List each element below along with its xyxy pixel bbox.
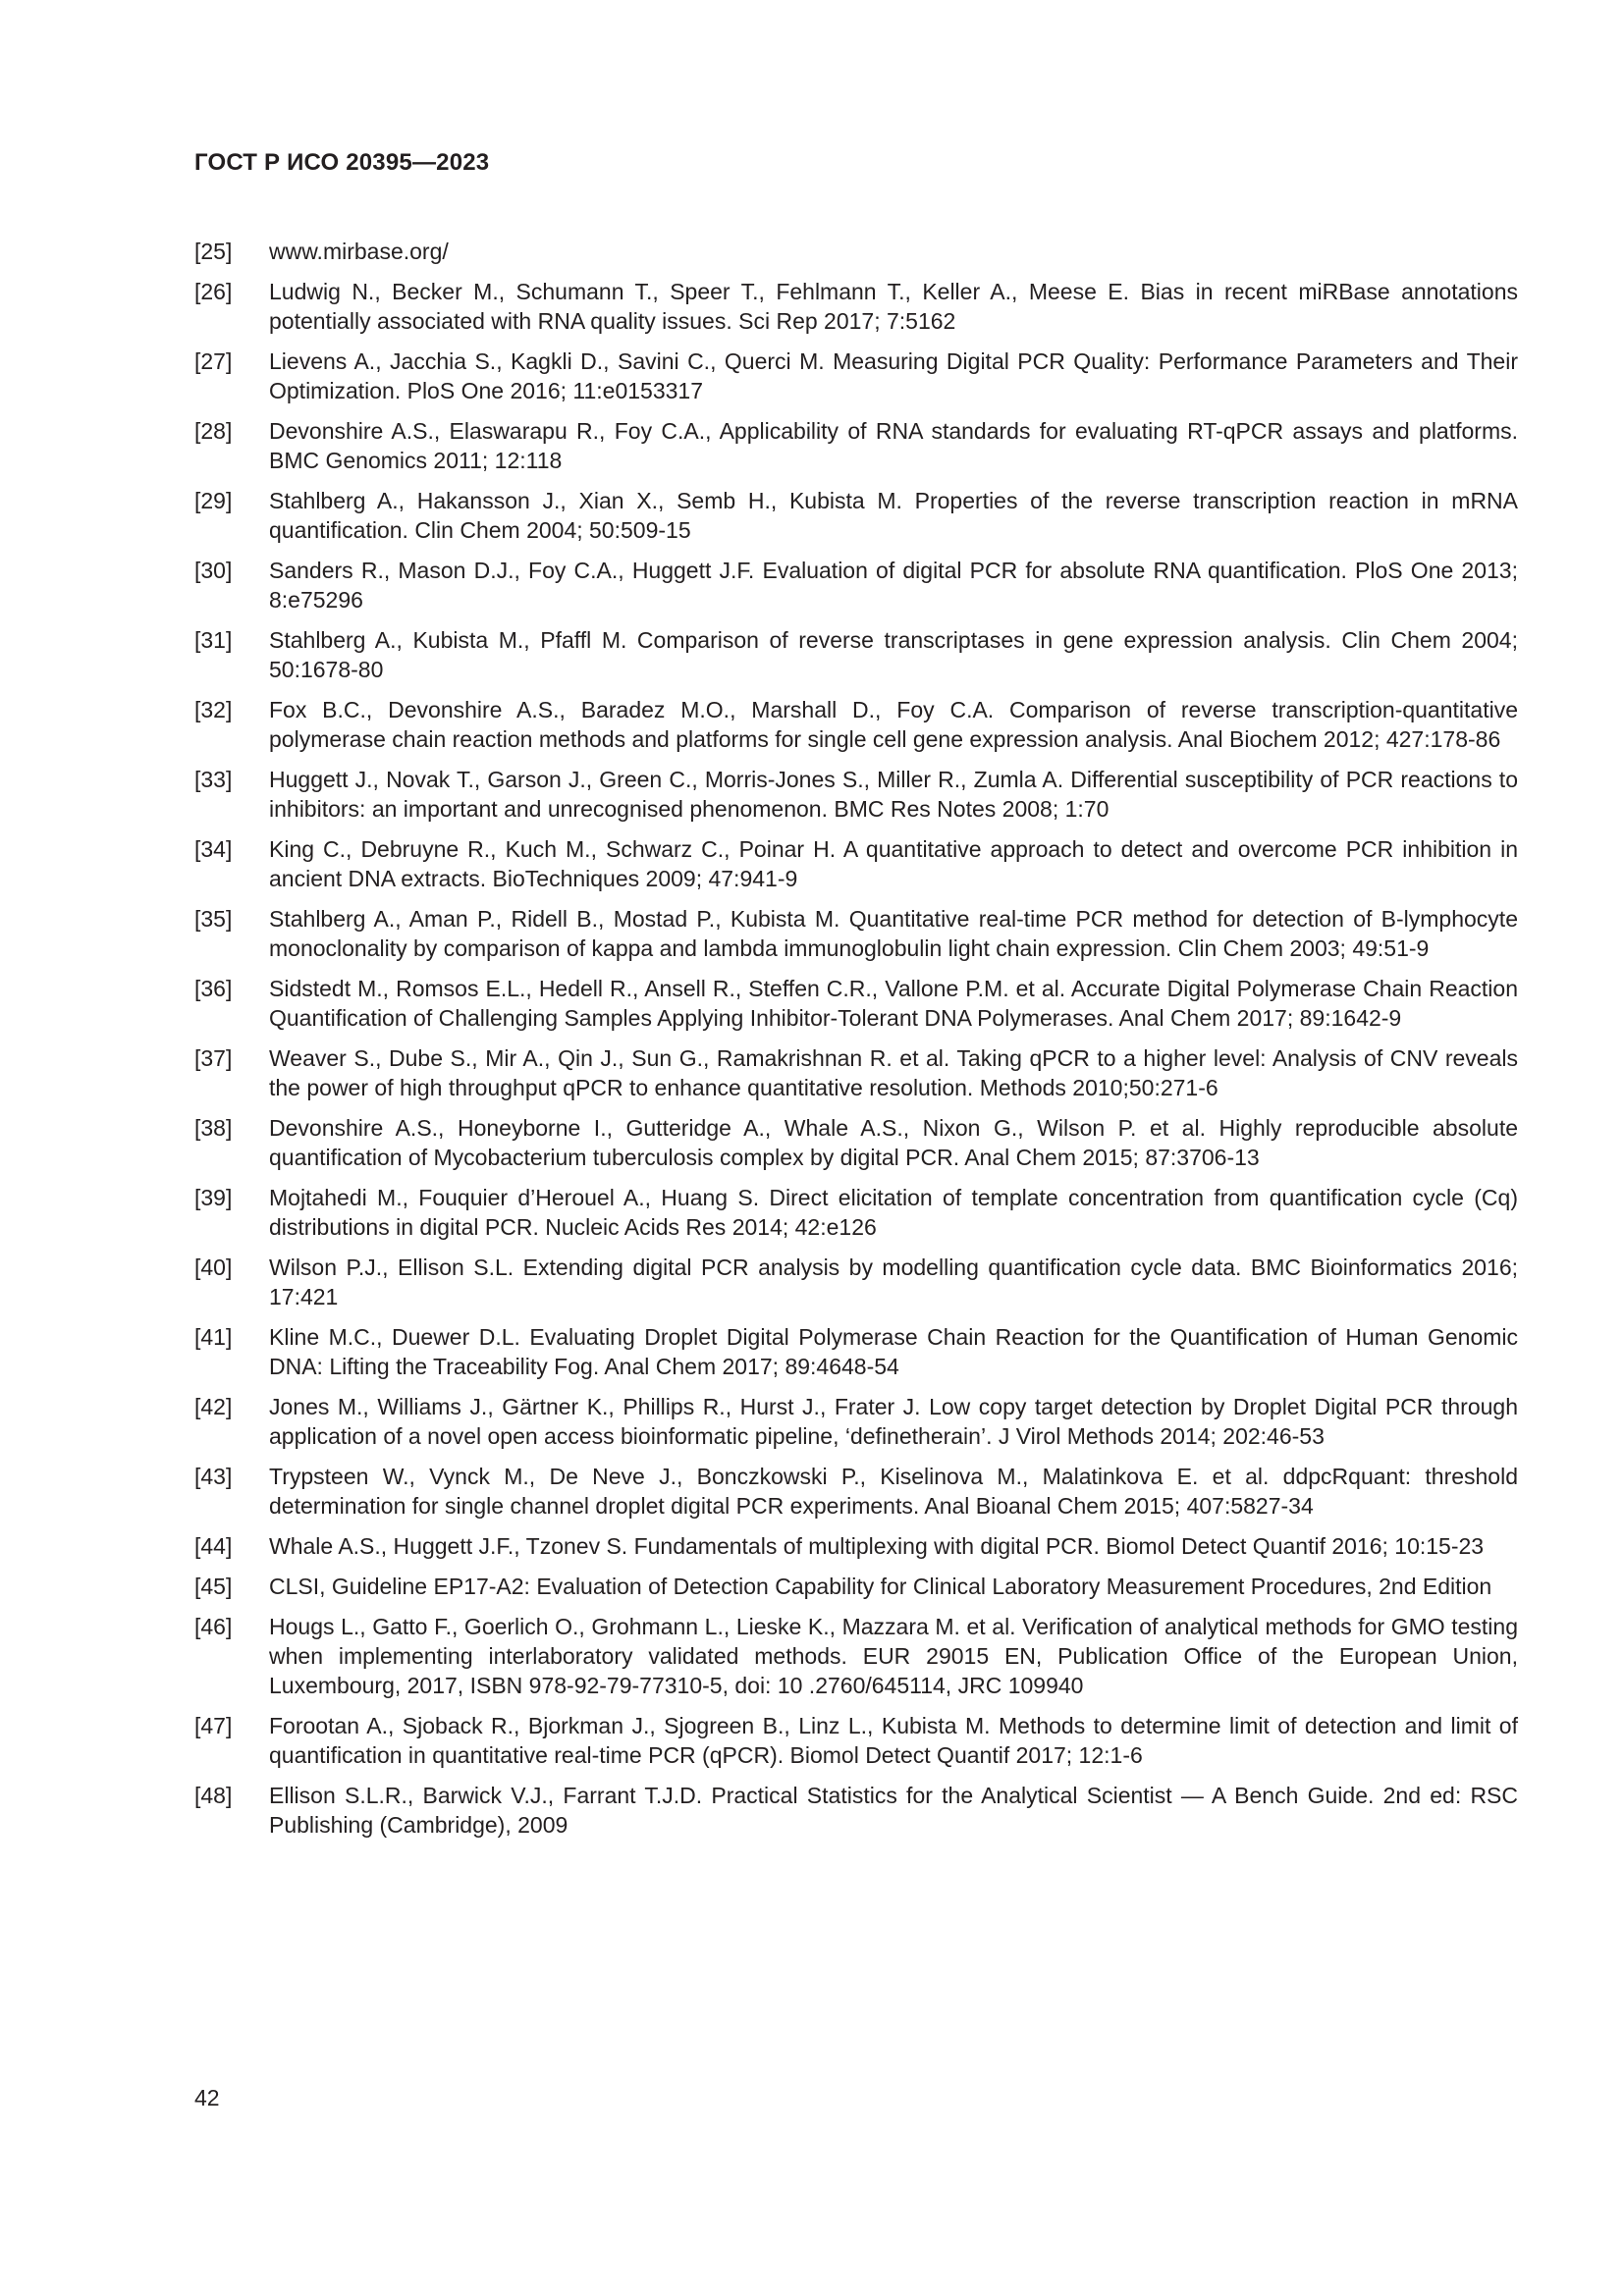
reference-list [194,237,1518,1850]
reference-item [194,1462,1518,1521]
reference-number: [29] [194,488,233,513]
page-number: 42 [194,2085,220,2110]
reference-item [194,1572,1518,1601]
reference-item [194,974,1518,1033]
reference-text: Stahlberg A., Aman P., Ridell B., Mostad P., Kubista M. Quantitative real-time PCR method for detection of B-lymphocyte monoclonality by comparison of kappa and lambda immunoglobulin light chain expression. Clin Chem 2003; 49:51-9 [269,906,1518,961]
reference-text: Whale A.S., Huggett J.F., Tzonev S. Fundamentals of multiplexing with digital PCR. Biomol Detect Quantif 2016; 10:15-23 [269,1533,1485,1559]
reference-number: [36] [194,976,233,1001]
reference-text: CLSI, Guideline EP17-A2: Evaluation of Detection Capability for Clinical Laboratory Measurement Procedures, 2nd Edition [269,1574,1492,1599]
reference-number: [43] [194,1464,233,1489]
reference-text: Kline M.C., Duewer D.L. Evaluating Droplet Digital Polymerase Chain Reaction for the Quantification of Human Genomic DNA: Lifting the Traceability Fog. Anal Chem 2017; 89:4648-54 [269,1324,1518,1379]
reference-number: [48] [194,1783,233,1808]
reference-number: [35] [194,906,233,932]
reference-text: King C., Debruyne R., Kuch M., Schwarz C., Poinar H. A quantitative approach to detect and overcome PCR inhibition in ancient DNA extracts. BioTechniques 2009; 47:941-9 [269,836,1518,891]
reference-text: Devonshire A.S., Honeyborne I., Gutteridge A., Whale A.S., Nixon G., Wilson P. et al. Highly reproducible absolute quantification of Mycobacterium tuberculosis complex by digital PCR. Anal Chem 2015; 87:3706-13 [269,1115,1518,1170]
reference-number: [42] [194,1394,233,1419]
reference-text: Weaver S., Dube S., Mir A., Qin J., Sun G., Ramakrishnan R. et al. Taking qPCR to a higher level: Analysis of CNV reveals the power of high throughput qPCR to enhance quantitative resolution. Methods 2010;50:271-6 [269,1045,1518,1100]
reference-item [194,1043,1518,1102]
reference-number: [26] [194,279,233,304]
reference-text: Fox B.C., Devonshire A.S., Baradez M.O., Marshall D., Foy C.A. Comparison of reverse transcription-quantitative polymerase chain reaction methods and platforms for single cell gene expression analysis. Anal Biochem 2012; 427:178-86 [269,697,1518,752]
reference-item [194,1253,1518,1311]
reference-number: [33] [194,767,233,792]
reference-text: Wilson P.J., Ellison S.L. Extending digital PCR analysis by modelling quantification cycle data. BMC Bioinformatics 2016; 17:421 [269,1255,1518,1309]
reference-text: Sidstedt M., Romsos E.L., Hedell R., Ansell R., Steffen C.R., Vallone P.M. et al. Accurate Digital Polymerase Chain Reaction Quantification of Challenging Samples Applying Inhibitor-Tolerant DNA Polymerases. Anal Chem 2017; 89:1642-9 [269,976,1518,1031]
reference-text: www.mirbase.org/ [269,239,449,264]
reference-item [194,834,1518,893]
reference-item [194,1781,1518,1840]
reference-item [194,1113,1518,1172]
reference-text: Ludwig N., Becker M., Schumann T., Speer T., Fehlmann T., Keller A., Meese E. Bias in recent miRBase annotations potentially associated with RNA quality issues. Sci Rep 2017; 7:5162 [269,279,1518,334]
reference-number: [34] [194,836,233,862]
reference-item [194,237,1518,266]
reference-number: [32] [194,697,233,722]
reference-item [194,347,1518,405]
reference-text: Stahlberg A., Hakansson J., Xian X., Semb H., Kubista M. Properties of the reverse transcription reaction in mRNA quantification. Clin Chem 2004; 50:509-15 [269,488,1518,543]
reference-item [194,1531,1518,1561]
reference-number: [41] [194,1324,233,1350]
reference-text: Stahlberg A., Kubista M., Pfaffl M. Comparison of reverse transcriptases in gene expression analysis. Clin Chem 2004; 50:1678-80 [269,627,1518,682]
reference-item [194,904,1518,963]
reference-item [194,695,1518,754]
reference-item [194,625,1518,684]
reference-item [194,1711,1518,1770]
reference-text: Jones M., Williams J., Gärtner K., Phillips R., Hurst J., Frater J. Low copy target detection by Droplet Digital PCR through application of a novel open access bioinformatic pipeline, ‘definetherain’. J Virol Methods 2014; 202:46-53 [269,1394,1518,1449]
reference-item [194,1612,1518,1700]
reference-item [194,765,1518,824]
reference-text: Huggett J., Novak T., Garson J., Green C., Morris-Jones S., Miller R., Zumla A. Differential susceptibility of PCR reactions to inhibitors: an important and unrecognised phenomenon. BMC Res Notes 2008; 1:70 [269,767,1518,822]
reference-number: [25] [194,239,233,264]
reference-number: [46] [194,1614,233,1639]
reference-item [194,1322,1518,1381]
reference-text: Lievens A., Jacchia S., Kagkli D., Savini C., Querci M. Measuring Digital PCR Quality: Performance Parameters and Their Optimization. PloS One 2016; 11:e0153317 [269,348,1518,403]
reference-text: Ellison S.L.R., Barwick V.J., Farrant T.J.D. Practical Statistics for the Analytical Scientist — A Bench Guide. 2nd ed: RSC Publishing (Cambridge), 2009 [269,1783,1518,1838]
reference-number: [31] [194,627,233,653]
reference-item [194,416,1518,475]
reference-text: Hougs L., Gatto F., Goerlich O., Grohmann L., Lieske K., Mazzara M. et al. Verification of analytical methods for GMO testing when implementing interlaboratory validated methods. EUR 29015 EN, Publication Office of the European Union, Luxembourg, 2017, ISBN 978-92-79-77310-5, doi: 10 .2760/645114, JRC 109940 [269,1614,1518,1698]
reference-item [194,1183,1518,1242]
reference-number: [40] [194,1255,233,1280]
reference-item [194,556,1518,614]
reference-text: Devonshire A.S., Elaswarapu R., Foy C.A., Applicability of RNA standards for evaluating RT-qPCR assays and platforms. BMC Genomics 2011; 12:118 [269,418,1518,473]
reference-number: [38] [194,1115,233,1141]
reference-number: [28] [194,418,233,444]
reference-item [194,277,1518,336]
reference-item [194,1392,1518,1451]
reference-number: [44] [194,1533,233,1559]
reference-number: [47] [194,1713,233,1738]
reference-number: [37] [194,1045,233,1071]
reference-item [194,486,1518,545]
reference-text: Sanders R., Mason D.J., Foy C.A., Huggett J.F. Evaluation of digital PCR for absolute RNA quantification. PloS One 2013; 8:e75296 [269,558,1518,613]
reference-number: [30] [194,558,233,583]
reference-text: Forootan A., Sjoback R., Bjorkman J., Sjogreen B., Linz L., Kubista M. Methods to determine limit of detection and limit of quantification in quantitative real-time PCR (qPCR). Biomol Detect Quantif 2017; 12:1-6 [269,1713,1518,1768]
reference-number: [27] [194,348,233,374]
reference-number: [45] [194,1574,233,1599]
reference-number: [39] [194,1185,233,1210]
reference-text: Mojtahedi M., Fouquier d’Herouel A., Huang S. Direct elicitation of template concentration from quantification cycle (Cq) distributions in digital PCR. Nucleic Acids Res 2014; 42:e126 [269,1185,1518,1240]
document-code-header: ГОСТ Р ИСО 20395—2023 [194,149,490,176]
reference-text: Trypsteen W., Vynck M., De Neve J., Bonczkowski P., Kiselinova M., Malatinkova E. et al. ddpcRquant: threshold determination for single channel droplet digital PCR experiments. Anal Bioanal Chem 2015; 407:5827-34 [269,1464,1518,1519]
